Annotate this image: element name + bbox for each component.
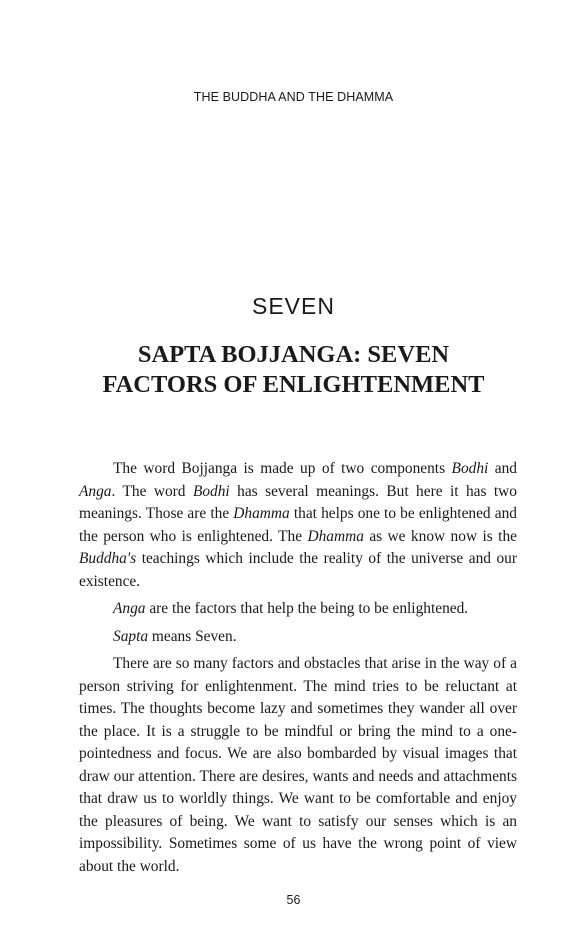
chapter-number: SEVEN xyxy=(252,293,335,319)
paragraph-sapta xyxy=(79,626,517,649)
term-buddhas: Buddha's xyxy=(79,550,137,567)
term-dhamma: Dhamma xyxy=(233,505,290,522)
body-text xyxy=(79,458,517,883)
page-number: 56 xyxy=(286,893,301,907)
chapter-title-line-1: SAPTA BOJJANGA: SEVEN xyxy=(137,341,450,368)
text-run: teachings which include the reality of the universe and our existence. xyxy=(79,550,517,590)
term-anga: Anga xyxy=(79,482,112,500)
term-dhamma: Dhamma xyxy=(307,527,364,545)
text-run: has several meanings. But here it has two meanings. Those are the xyxy=(79,482,517,522)
chapter-title xyxy=(60,340,527,400)
text-run: . The word xyxy=(111,482,193,500)
text-run: as we know now is the xyxy=(363,527,517,545)
term-bodhi: Bodhi xyxy=(451,460,489,477)
running-head: THE BUDDHA AND THE DHAMMA xyxy=(193,90,394,104)
text-run: that helps one to be enlightened and the person who is enlightened. The xyxy=(79,505,517,545)
text-run: are the factors that help the being to be enlightened. xyxy=(145,600,469,617)
term-bodhi: Bodhi xyxy=(192,482,230,500)
text-run: There are so many factors and obstacles that arise in the way of a person striving for enlightenment. The mind tries to be reluctant at times. The thoughts become lazy and sometimes they wander all over the place. It is a struggle to be mindful or bring the mind to a one-pointedness and focus. We are also bombarded by visual images that draw our attention. There are desires, wants and needs and attachments that draw us to worldly things. We want to be comfortable and enjoy the pleasures of being. We want to satisfy our senses which is an impossibility. Sometimes some of us have the wrong point of view about the world. xyxy=(79,655,517,875)
text-run: The word Bojjanga is made up of two components xyxy=(113,460,452,477)
text-run: and xyxy=(488,460,517,477)
chapter-title-line-2: FACTORS OF ENLIGHTENMENT xyxy=(102,371,485,398)
paragraph-bojjanga xyxy=(79,458,517,593)
paragraph-obstacles xyxy=(79,653,517,878)
term-anga: Anga xyxy=(113,600,146,617)
paragraph-anga xyxy=(79,598,517,621)
term-sapta: Sapta xyxy=(113,627,149,645)
text-run: means Seven. xyxy=(148,627,237,645)
